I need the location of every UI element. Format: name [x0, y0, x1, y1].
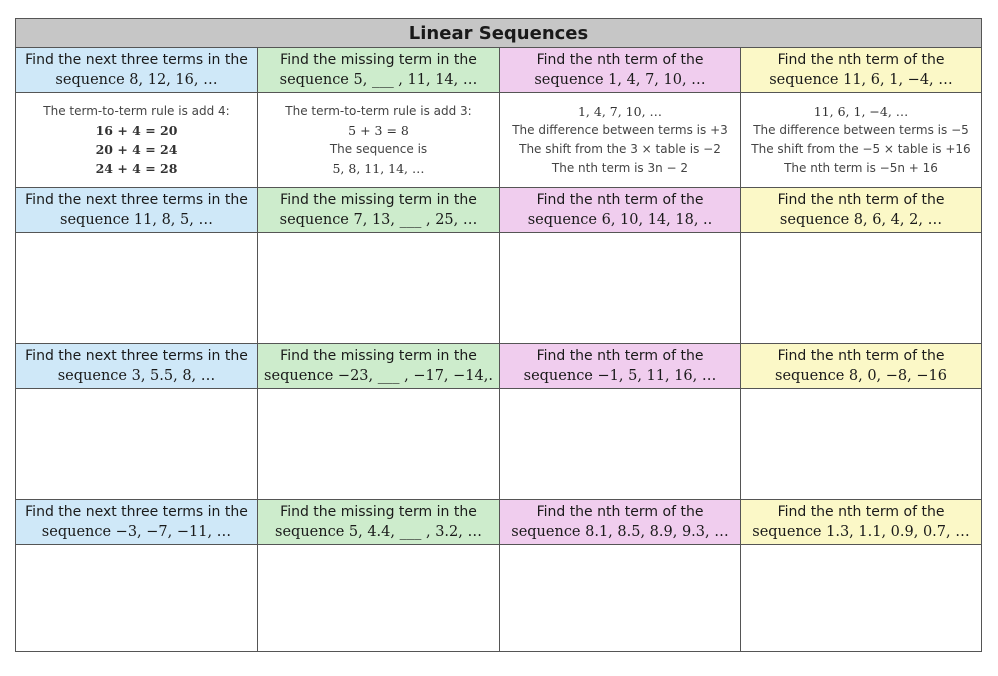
- question-cell-next-terms: [16, 500, 258, 545]
- question-cell-missing-term: [258, 344, 500, 389]
- question-sequence: sequence 5, ___ , 11, 14, …: [279, 72, 478, 88]
- answer-line: 11, 6, 1, −4, …: [813, 104, 909, 119]
- answer-space[interactable]: [258, 389, 500, 500]
- answer-line: 1, 4, 7, 10, …: [577, 104, 663, 119]
- question-cell-next-terms: [16, 188, 258, 233]
- answer-space[interactable]: [258, 233, 500, 344]
- question-text: Find the missing term in the: [280, 52, 477, 68]
- answer-line: 24 + 4 = 28: [95, 161, 178, 176]
- question-sequence: sequence 6, 10, 14, 18, ..: [527, 212, 713, 228]
- answer-line: The term-to-term rule is add 3:: [285, 104, 472, 118]
- question-text: Find the nth term of the: [536, 348, 704, 364]
- answer-cell: [258, 93, 500, 188]
- question-cell-missing-term: [258, 500, 500, 545]
- page-title: Linear Sequences: [16, 19, 982, 48]
- answer-line: 5, 8, 11, 14, …: [332, 161, 425, 176]
- question-text: Find the nth term of the: [536, 504, 704, 520]
- question-sequence: sequence 8.1, 8.5, 8.9, 9.3, …: [511, 524, 729, 540]
- answer-space[interactable]: [500, 233, 741, 344]
- answer-space[interactable]: [500, 545, 741, 652]
- answer-space[interactable]: [741, 545, 982, 652]
- question-sequence: sequence 7, 13, ___ , 25, …: [279, 212, 478, 228]
- answer-line: The sequence is: [329, 142, 428, 156]
- question-sequence: sequence 8, 0, −8, −16: [775, 368, 947, 384]
- answer-line: The shift from the 3 × table is −2: [519, 142, 721, 156]
- question-text: Find the nth term of the: [777, 348, 945, 364]
- question-text: Find the nth term of the: [536, 52, 704, 68]
- answer-line: The term-to-term rule is add 4:: [43, 104, 230, 118]
- worksheet-table: [15, 18, 982, 652]
- question-text: Find the next three terms in the: [25, 504, 248, 520]
- answer-cell: [500, 93, 741, 188]
- question-cell-missing-term: [258, 188, 500, 233]
- question-sequence: sequence 11, 6, 1, −4, …: [769, 72, 953, 88]
- answer-line: The difference between terms is −5: [753, 123, 969, 137]
- question-cell-next-terms: [16, 48, 258, 93]
- answer-space[interactable]: [741, 233, 982, 344]
- answer-space[interactable]: [741, 389, 982, 500]
- question-text: Find the missing term in the: [280, 348, 477, 364]
- question-sequence: sequence 3, 5.5, 8, …: [57, 368, 216, 384]
- question-text: Find the next three terms in the: [25, 192, 248, 208]
- answer-space[interactable]: [16, 545, 258, 652]
- answer-space[interactable]: [16, 233, 258, 344]
- question-text: Find the next three terms in the: [25, 348, 248, 364]
- answer-space[interactable]: [16, 389, 258, 500]
- answer-cell: [741, 93, 982, 188]
- question-cell-nth-term: [500, 48, 741, 93]
- question-sequence: sequence 1.3, 1.1, 0.9, 0.7, …: [752, 524, 970, 540]
- question-cell-nth-term: [741, 48, 982, 93]
- answer-space[interactable]: [500, 389, 741, 500]
- answer-line: 20 + 4 = 24: [95, 142, 178, 157]
- answer-cell: [16, 93, 258, 188]
- question-cell-nth-term: [500, 500, 741, 545]
- answer-line: The difference between terms is +3: [512, 123, 728, 137]
- answer-line: 16 + 4 = 20: [95, 123, 178, 138]
- question-sequence: sequence 8, 12, 16, …: [55, 72, 218, 88]
- question-text: Find the nth term of the: [777, 504, 945, 520]
- question-sequence: sequence 11, 8, 5, …: [60, 212, 213, 228]
- answer-line: 5 + 3 = 8: [348, 123, 409, 138]
- question-sequence: sequence 8, 6, 4, 2, …: [779, 212, 943, 228]
- question-text: Find the next three terms in the: [25, 52, 248, 68]
- question-cell-nth-term: [741, 188, 982, 233]
- question-sequence: sequence 1, 4, 7, 10, …: [534, 72, 706, 88]
- question-sequence: sequence −1, 5, 11, 16, …: [523, 368, 717, 384]
- answer-line: The nth term is 3n − 2: [551, 161, 689, 175]
- question-sequence: sequence 5, 4.4, ___ , 3.2, …: [275, 524, 482, 540]
- question-sequence: sequence −3, −7, −11, …: [41, 524, 232, 540]
- question-text: Find the missing term in the: [280, 192, 477, 208]
- question-cell-nth-term: [500, 188, 741, 233]
- question-text: Find the missing term in the: [280, 504, 477, 520]
- question-sequence: sequence −23, ___ , −17, −14,.: [264, 368, 493, 384]
- question-cell-nth-term: [741, 344, 982, 389]
- question-text: Find the nth term of the: [777, 192, 945, 208]
- question-cell-nth-term: [741, 500, 982, 545]
- answer-line: The nth term is −5n + 16: [784, 161, 938, 175]
- answer-line: The shift from the −5 × table is +16: [751, 142, 971, 156]
- question-cell-missing-term: [258, 48, 500, 93]
- question-text: Find the nth term of the: [536, 192, 704, 208]
- question-text: Find the nth term of the: [777, 52, 945, 68]
- answer-space[interactable]: [258, 545, 500, 652]
- question-cell-nth-term: [500, 344, 741, 389]
- question-cell-next-terms: [16, 344, 258, 389]
